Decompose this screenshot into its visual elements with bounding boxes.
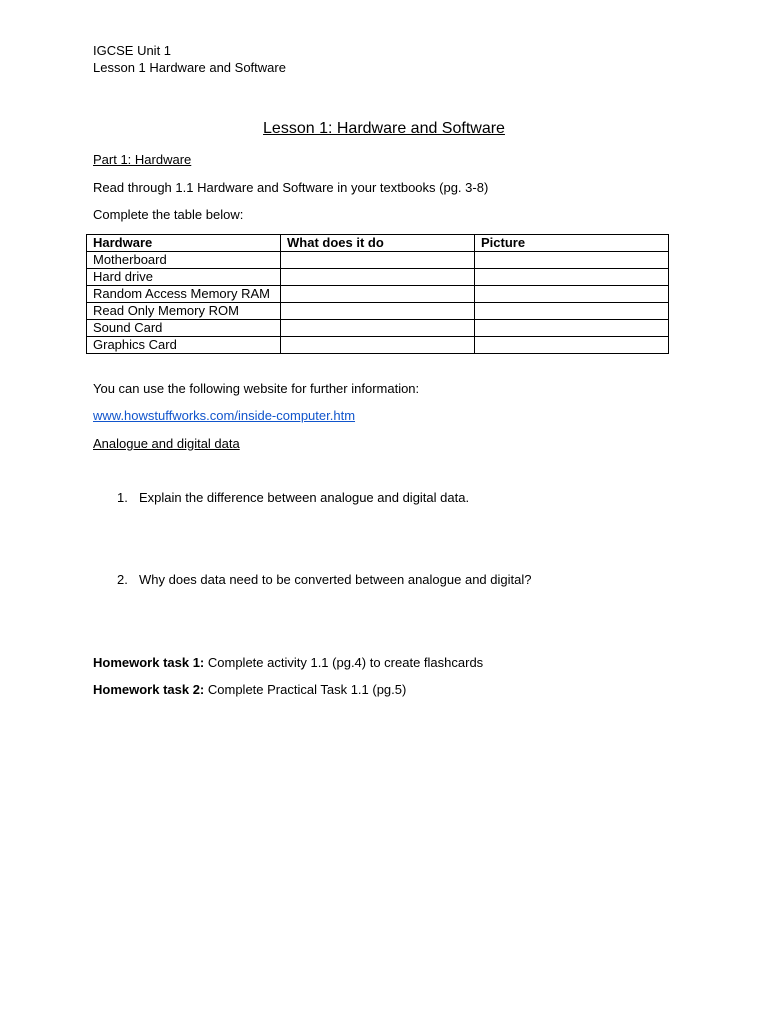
table-cell-what bbox=[281, 269, 475, 286]
question-number: 2. bbox=[117, 572, 128, 587]
question-number: 1. bbox=[117, 490, 128, 505]
table-cell-what bbox=[281, 286, 475, 303]
page-title: Lesson 1: Hardware and Software bbox=[263, 120, 505, 137]
table-row bbox=[87, 337, 669, 354]
table-row bbox=[87, 286, 669, 303]
question-1 bbox=[117, 489, 469, 506]
analogue-digital-heading: Analogue and digital data bbox=[93, 436, 240, 451]
question-text: Explain the difference between analogue and digital data. bbox=[139, 490, 470, 505]
homework-label: Homework task 2: bbox=[93, 682, 205, 697]
table-cell-hardware: Motherboard bbox=[87, 252, 281, 269]
table-cell-what bbox=[281, 252, 475, 269]
table-instruction: Complete the table below: bbox=[93, 207, 244, 222]
website-intro: You can use the following website for further information: bbox=[93, 381, 420, 396]
header-unit: IGCSE Unit 1 bbox=[93, 43, 172, 58]
table-cell-what bbox=[281, 337, 475, 354]
table-cell-picture bbox=[475, 269, 669, 286]
part1-heading: Part 1: Hardware bbox=[93, 152, 192, 167]
question-2 bbox=[117, 571, 531, 588]
homework-text: Complete activity 1.1 (pg.4) to create flashcards bbox=[204, 655, 484, 670]
table-cell-hardware: Random Access Memory RAM bbox=[87, 286, 281, 303]
column-header-what-does-it-do: What does it do bbox=[281, 235, 475, 252]
table-cell-what bbox=[281, 320, 475, 337]
hardware-table bbox=[86, 234, 669, 354]
column-header-picture: Picture bbox=[475, 235, 669, 252]
question-text: Why does data need to be converted between analogue and digital? bbox=[139, 572, 532, 587]
table-cell-hardware: Read Only Memory ROM bbox=[87, 303, 281, 320]
table-cell-picture bbox=[475, 320, 669, 337]
table-header-row bbox=[87, 235, 669, 252]
table-cell-picture bbox=[475, 252, 669, 269]
table-row bbox=[87, 269, 669, 286]
table-row bbox=[87, 252, 669, 269]
table-row bbox=[87, 320, 669, 337]
homework-text: Complete Practical Task 1.1 (pg.5) bbox=[204, 682, 407, 697]
homework-label: Homework task 1: bbox=[93, 655, 205, 670]
table-cell-what bbox=[281, 303, 475, 320]
header-lesson: Lesson 1 Hardware and Software bbox=[93, 60, 286, 75]
table-cell-hardware: Hard drive bbox=[87, 269, 281, 286]
homework-task-1 bbox=[93, 654, 483, 671]
table-cell-picture bbox=[475, 303, 669, 320]
table-row bbox=[87, 303, 669, 320]
homework-task-2 bbox=[93, 681, 406, 698]
read-instruction: Read through 1.1 Hardware and Software in your textbooks (pg. 3-8) bbox=[93, 180, 489, 195]
table-cell-hardware: Sound Card bbox=[87, 320, 281, 337]
table-cell-picture bbox=[475, 337, 669, 354]
website-link[interactable]: www.howstuffworks.com/inside-computer.htm bbox=[93, 408, 356, 423]
table-cell-hardware: Graphics Card bbox=[87, 337, 281, 354]
table-cell-picture bbox=[475, 286, 669, 303]
column-header-hardware: Hardware bbox=[87, 235, 281, 252]
